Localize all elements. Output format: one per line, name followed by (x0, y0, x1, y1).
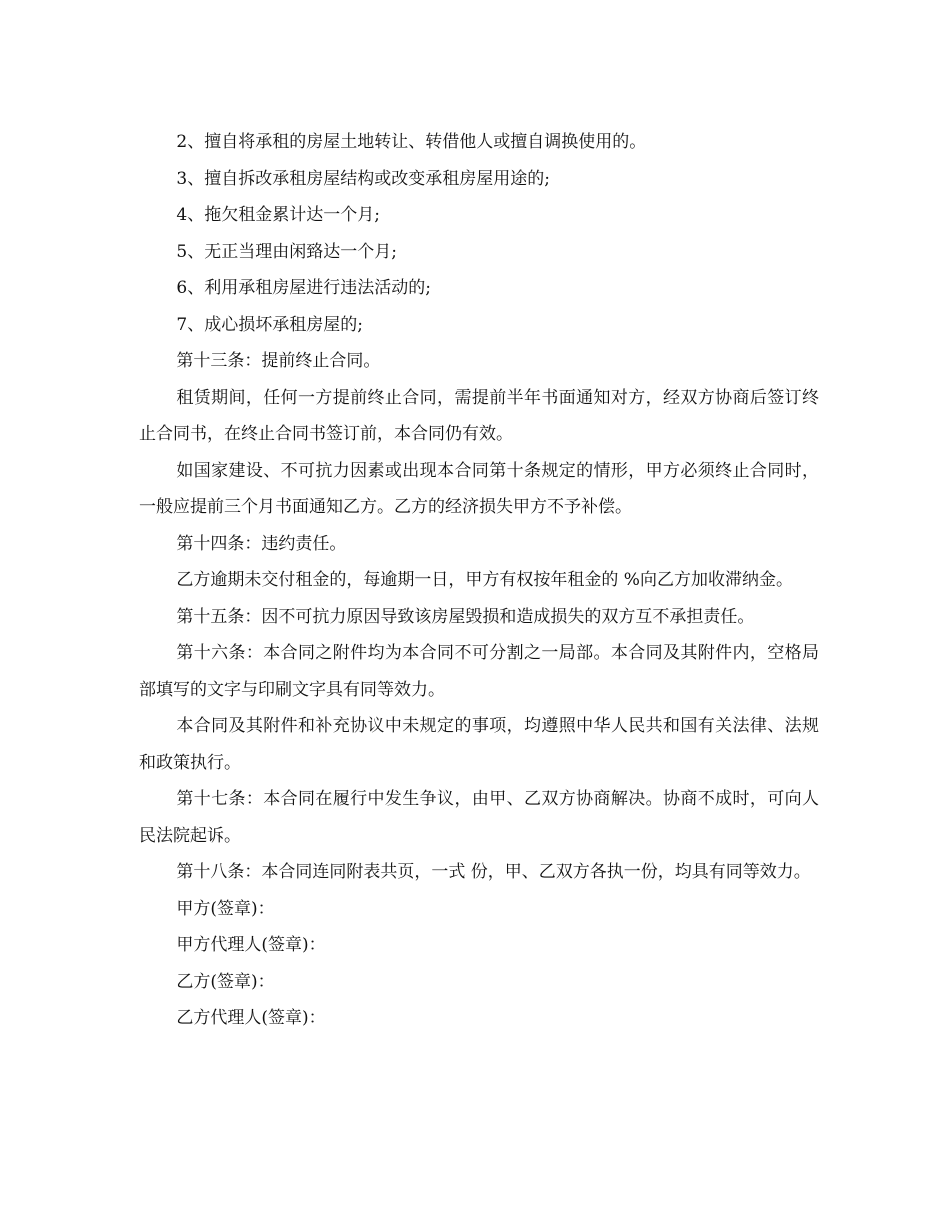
article-14-heading: 第十四条：违约责任。 (176, 533, 347, 554)
clause-item-5: 5、无正当理由闲臵达一个月; (176, 241, 397, 262)
clause-item-6: 6、利用承租房屋进行违法活动的; (176, 278, 431, 298)
clause-item-2: 2、擅自将承租的房屋土地转让、转借他人或擅自调换使用的。 (176, 132, 647, 152)
clause-item-4: 4、拖欠租金累计达一个月; (176, 205, 380, 225)
party-a-signature-line: 甲方(签章)： (176, 898, 275, 919)
contract-body (139, 124, 819, 1037)
article-16: 第十六条：本合同之附件均为本合同不可分割之一局部。本合同及其附件内，空格局部填写的文字与印刷文字具有同等效力。 (139, 643, 819, 700)
article-13-heading: 第十三条：提前终止合同。 (176, 351, 381, 371)
article-13-paragraph-2: 如国家建设、不可抗力因素或出现本合同第十条规定的情形，甲方必须终止合同时，一般应提前三个月书面通知乙方。乙方的经济损失甲方不予补偿。 (139, 460, 819, 517)
party-b-signature-line: 乙方(签章)： (176, 971, 275, 992)
clause-item-7: 7、成心损坏承租房屋的; (176, 314, 363, 335)
article-14-paragraph: 乙方逾期未交付租金的，每逾期一日，甲方有权按年租金的 %向乙方加收滞纳金。 (176, 570, 793, 590)
party-a-agent-signature-line: 甲方代理人(签章)： (176, 935, 326, 955)
article-17: 第十七条：本合同在履行中发生争议，由甲、乙双方协商解决。协商不成时，可向人民法院起诉。 (139, 789, 819, 846)
article-15: 第十五条：因不可抗力原因导致该房屋毁损和造成损失的双方互不承担责任。 (176, 606, 755, 627)
article-13-paragraph-1: 租赁期间，任何一方提前终止合同，需提前半年书面通知对方，经双方协商后签订终止合同书，在终止合同书签订前，本合同仍有效。 (139, 387, 819, 444)
party-b-agent-signature-line: 乙方代理人(签章)： (176, 1008, 326, 1028)
article-18: 第十八条：本合同连同附表共页，一式 份，甲、乙双方各执一份，均具有同等效力。 (176, 862, 811, 882)
clause-item-3: 3、擅自拆改承租房屋结构或改变承租房屋用途的; (176, 168, 550, 189)
article-16-paragraph-2: 本合同及其附件和补充协议中未规定的事项，均遵照中华人民共和国有关法律、法规和政策执行。 (139, 716, 819, 773)
